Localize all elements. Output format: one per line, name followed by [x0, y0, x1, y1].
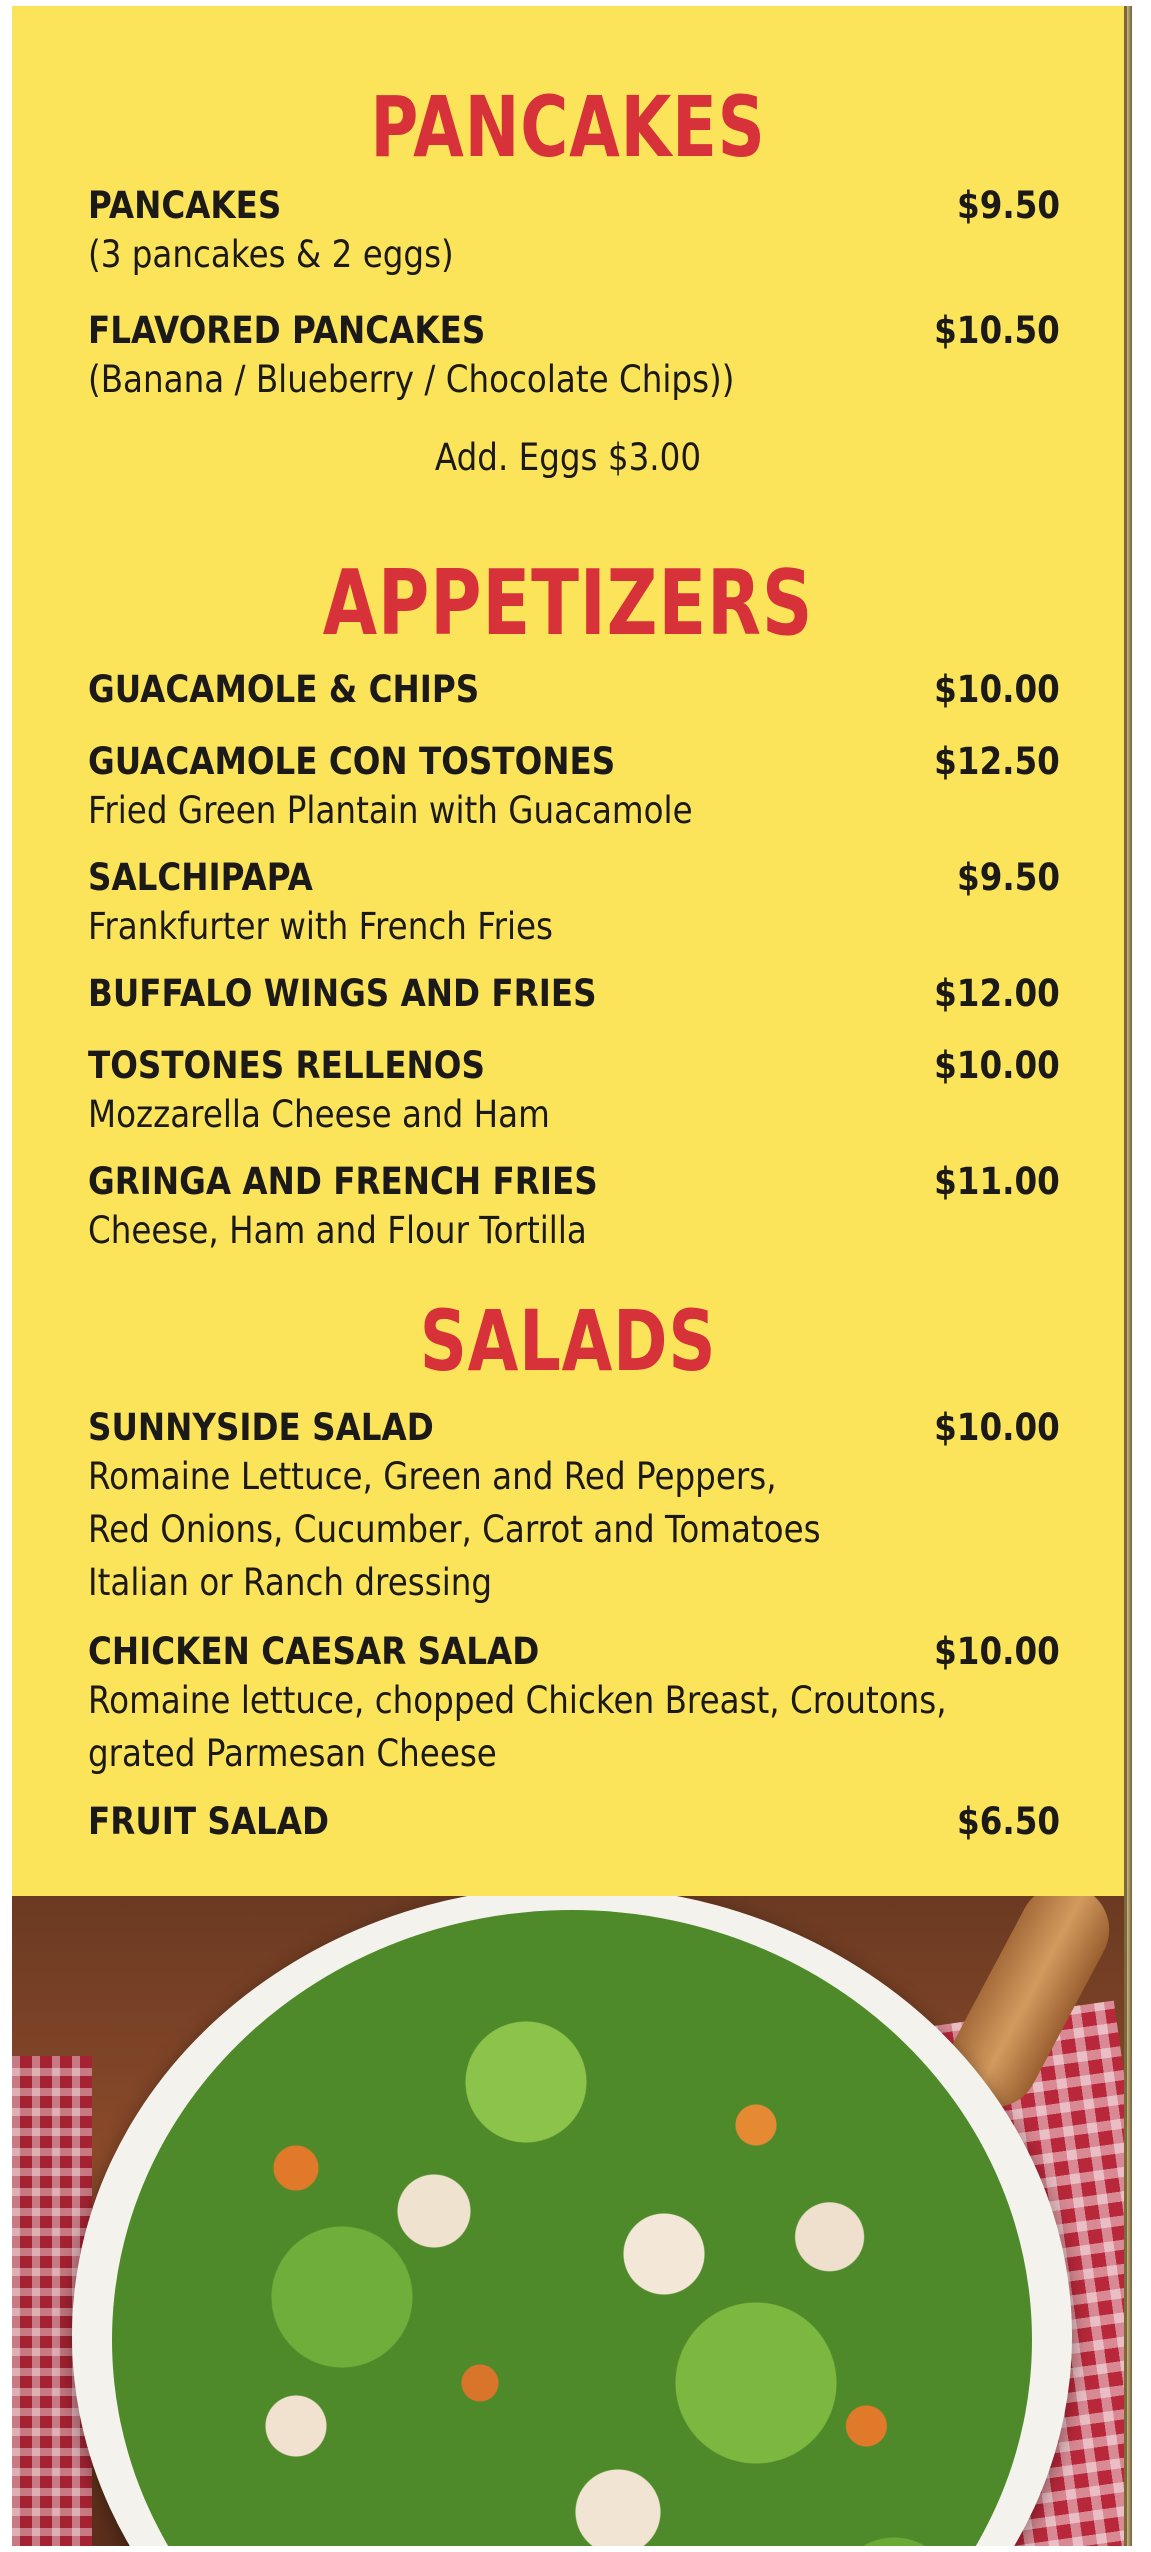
- item-price: $12.50: [934, 740, 1060, 783]
- item-name: SALCHIPAPA: [88, 856, 313, 899]
- item-price: $11.00: [934, 1160, 1060, 1203]
- item-desc: (3 pancakes & 2 eggs): [88, 233, 454, 276]
- item-desc: Mozzarella Cheese and Ham: [88, 1093, 550, 1136]
- item-name: PANCAKES: [88, 184, 282, 227]
- menu-item: [88, 1044, 1060, 1140]
- item-name: CHICKEN CAESAR SALAD: [88, 1630, 540, 1673]
- menu-item: [88, 972, 1060, 1015]
- item-desc: Romaine lettuce, chopped Chicken Breast, Croutons,: [88, 1679, 947, 1722]
- menu-item: [88, 856, 1060, 952]
- section-title-pancakes: PANCAKES: [370, 78, 766, 176]
- item-name: FLAVORED PANCAKES: [88, 309, 486, 352]
- item-name: BUFFALO WINGS AND FRIES: [88, 972, 597, 1015]
- section-title-salads: SALADS: [419, 1292, 717, 1390]
- item-desc: Cheese, Ham and Flour Tortilla: [88, 1209, 587, 1252]
- item-price: $10.00: [934, 1630, 1060, 1673]
- item-price: $9.50: [956, 184, 1060, 227]
- menu-item: [88, 1630, 1060, 1779]
- item-desc: (Banana / Blueberry / Chocolate Chips)): [88, 358, 735, 401]
- item-name: FRUIT SALAD: [88, 1800, 330, 1843]
- item-desc: Romaine Lettuce, Green and Red Peppers,: [88, 1455, 777, 1498]
- item-desc: grated Parmesan Cheese: [88, 1732, 497, 1775]
- item-price: $10.00: [934, 1044, 1060, 1087]
- item-desc: Frankfurter with French Fries: [88, 905, 554, 948]
- menu-item: [88, 740, 1060, 836]
- menu-item: [88, 1160, 1060, 1256]
- item-price: $10.00: [934, 1406, 1060, 1449]
- section-title-appetizers: APPETIZERS: [322, 551, 814, 656]
- menu-item: [88, 184, 1060, 280]
- item-desc: Red Onions, Cucumber, Carrot and Tomatoes: [88, 1508, 821, 1551]
- item-name: GUACAMOLE CON TOSTONES: [88, 740, 616, 783]
- item-name: SUNNYSIDE SALAD: [88, 1406, 434, 1449]
- item-price: $9.50: [956, 856, 1060, 899]
- item-desc: Fried Green Plantain with Guacamole: [88, 789, 693, 832]
- item-name: GRINGA AND FRENCH FRIES: [88, 1160, 598, 1203]
- menu-item: [88, 309, 1060, 405]
- item-price: $12.00: [934, 972, 1060, 1015]
- menu-item: [88, 668, 1060, 711]
- menu-card: [12, 6, 1124, 2546]
- menu-edge: [1124, 6, 1132, 2546]
- item-name: TOSTONES RELLENOS: [88, 1044, 485, 1087]
- item-desc: Italian or Ranch dressing: [88, 1561, 493, 1604]
- item-name: GUACAMOLE & CHIPS: [88, 668, 480, 711]
- item-price: $6.50: [956, 1800, 1060, 1843]
- add-eggs-note: Add. Eggs $3.00: [434, 436, 702, 479]
- menu-item: [88, 1800, 1060, 1843]
- item-price: $10.50: [934, 309, 1060, 352]
- salad-photo: [12, 1896, 1124, 2546]
- menu-item: [88, 1406, 1060, 1608]
- item-price: $10.00: [934, 668, 1060, 711]
